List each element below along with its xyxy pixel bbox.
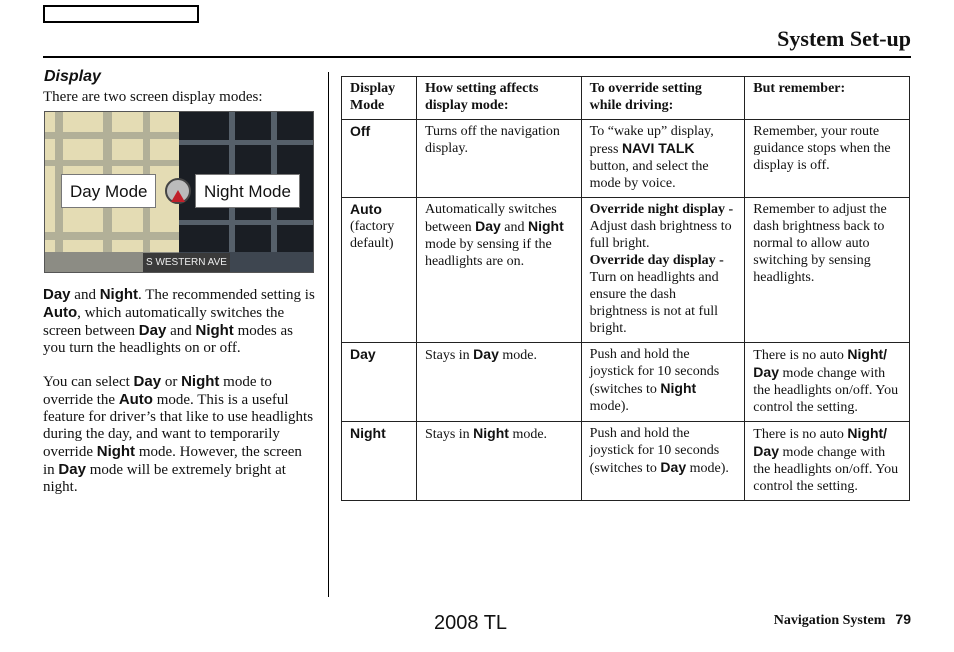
- header-rule: [43, 56, 911, 58]
- day-override: Push and hold the joystick for 10 seconds (switches to Night mode).: [581, 343, 745, 422]
- display-modes-map-image: [44, 111, 314, 273]
- section-title: System Set-up: [777, 26, 911, 51]
- off-remember: Remember, your route guidance stops when the display is off.: [745, 120, 910, 198]
- footer-nav: [774, 611, 911, 629]
- header-to-override: To override setting while driving:: [581, 77, 745, 120]
- day-mode-label: Day Mode: [61, 174, 156, 208]
- night-override: Push and hold the joystick for 10 seconds (switches to Day mode).: [581, 422, 745, 501]
- night-mode-label: Night Mode: [195, 174, 300, 208]
- column-divider: [328, 72, 329, 597]
- row-label-day: Day: [350, 346, 376, 362]
- table-row-night: [342, 422, 910, 501]
- day-affects: Stays in Day mode.: [416, 343, 581, 422]
- street-label: S WESTERN AVE: [143, 253, 230, 272]
- page-number: 79: [895, 611, 911, 627]
- auto-remember: Remember to adjust the dash brightness back to normal to allow auto switching by sensing headlights.: [745, 198, 910, 343]
- off-override: To “wake up” display, press NAVI TALK button, and select the mode by voice.: [581, 120, 745, 198]
- auto-affects: Automatically switches between Day and Night mode by sensing if the headlights are on.: [416, 198, 581, 343]
- intro-text: There are two screen display modes:: [43, 89, 263, 105]
- table-row-day: [342, 343, 910, 422]
- paragraph-override: You can select Day or Night mode to override the Auto mode. This is a useful feature for driver’s that like to use headlights during the day, and want to temporarily override Night mode. However, the screen in Day mode will be extremely bright at night.: [43, 373, 314, 495]
- row-label-auto: Auto: [350, 201, 382, 217]
- header-tab-box: [43, 5, 199, 23]
- display-mode-table: [341, 76, 910, 501]
- paragraph-recommended: Day and Night. The recommended setting is Auto, which automatically switches the screen between Day and Night modes as you turn the headlights on or off.: [43, 286, 315, 356]
- header-how-setting-affects: How setting affects display mode:: [416, 77, 581, 120]
- model-year-label: 2008 TL: [434, 612, 508, 634]
- vehicle-position-icon: [171, 190, 185, 202]
- table-row-auto: [342, 198, 910, 343]
- auto-override: Override night display - Adjust dash brightness to full bright. Override day display - Turn on headlights and ensure the dash brightness is not at full bright.: [581, 198, 745, 343]
- row-label-night: Night: [350, 425, 386, 441]
- night-remember: There is no auto Night/ Day mode change with the headlights on/off. You control the setting.: [745, 422, 910, 501]
- row-label-off: Off: [350, 123, 371, 139]
- display-subheading: Display: [44, 68, 101, 85]
- left-column: [43, 68, 315, 496]
- header-display-mode: Display Mode: [342, 77, 417, 120]
- night-affects: Stays in Night mode.: [416, 422, 581, 501]
- header-but-remember: But remember:: [745, 77, 910, 120]
- off-affects: Turns off the navigation display.: [416, 120, 581, 198]
- footer-section-name: Navigation System: [773, 613, 886, 628]
- day-remember: There is no auto Night/ Day mode change with the headlights on/off. You control the setting.: [745, 343, 910, 422]
- auto-factory-default: (factory default): [350, 219, 395, 251]
- table-header-row: [342, 77, 910, 120]
- table-row-off: [342, 120, 910, 198]
